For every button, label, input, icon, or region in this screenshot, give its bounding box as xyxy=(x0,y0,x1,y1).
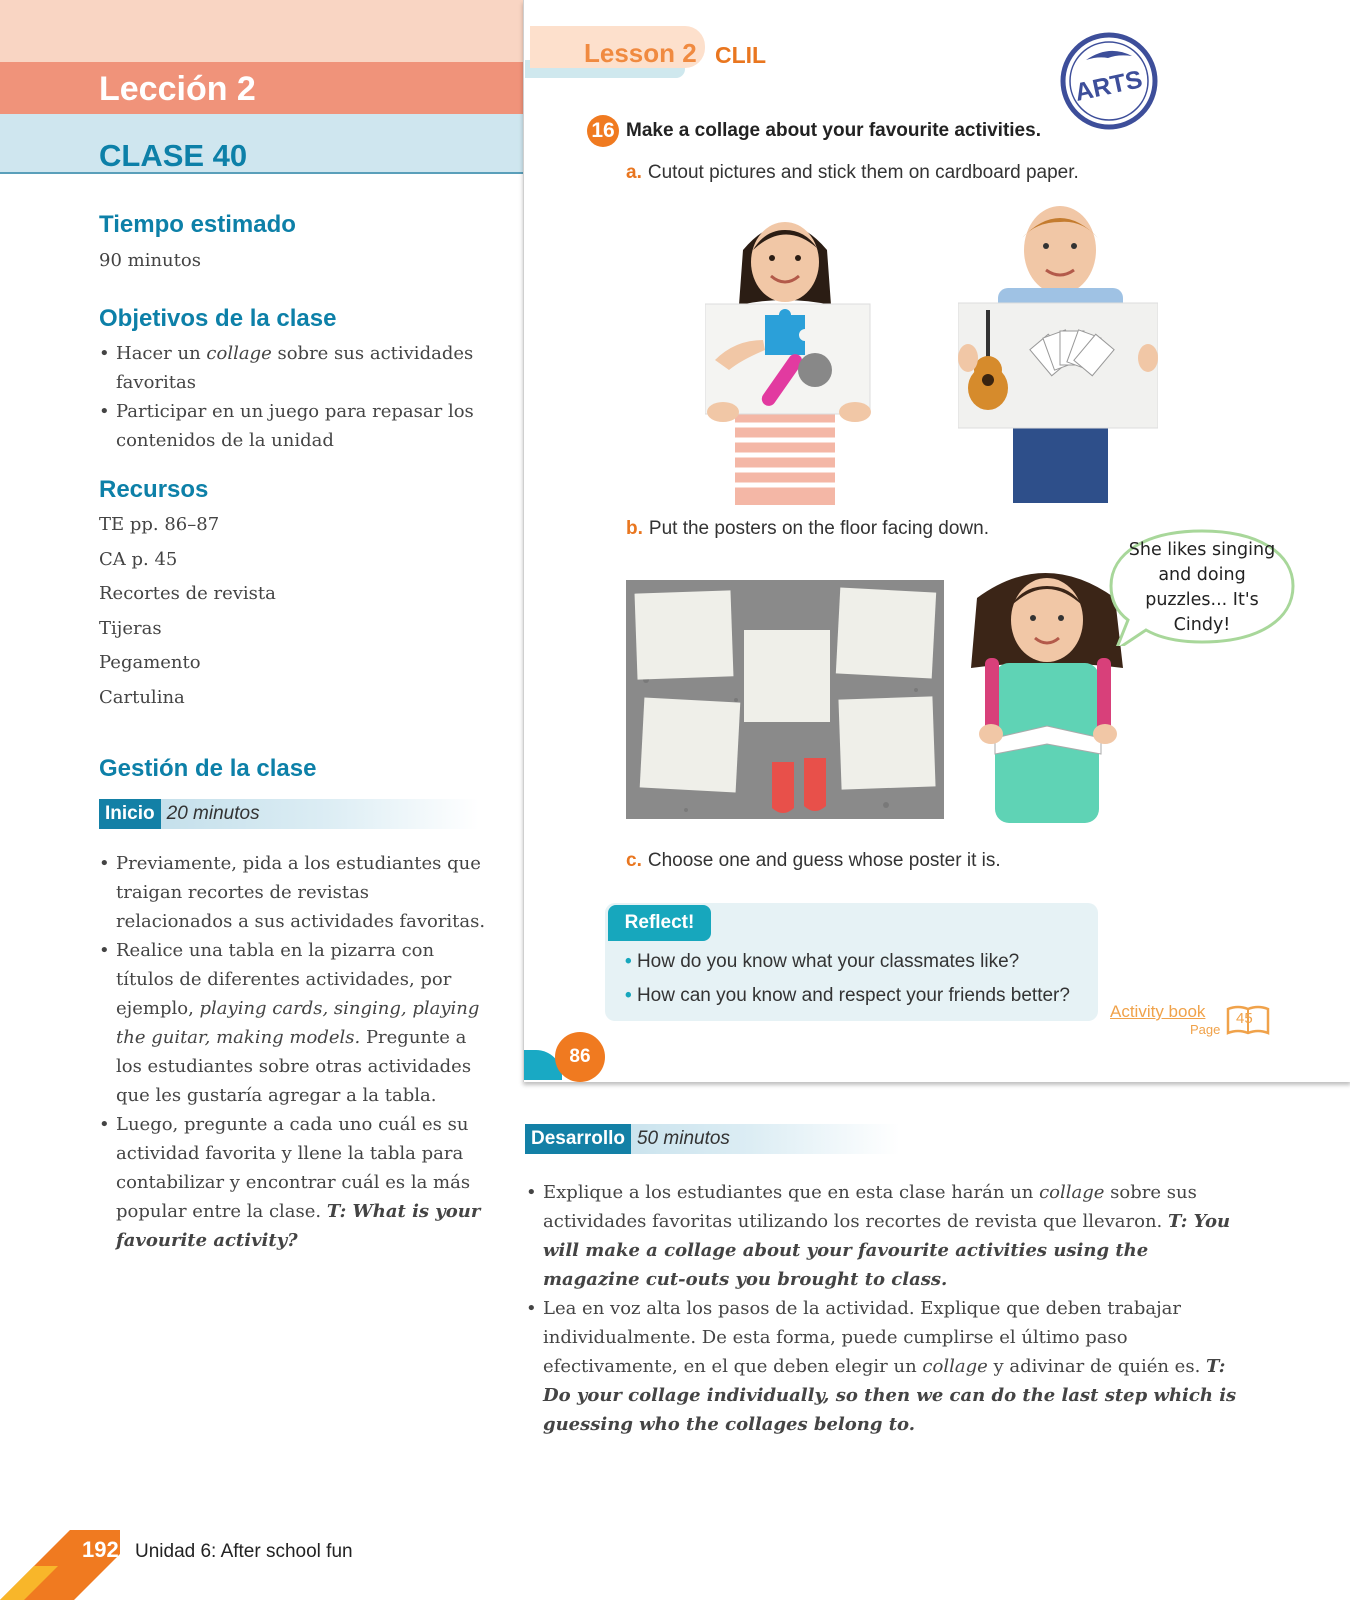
activity-book-link[interactable]: Activity book xyxy=(1110,1002,1206,1021)
boy-with-poster-photo xyxy=(958,198,1158,508)
header-band-clase xyxy=(0,114,523,174)
objetivos-heading: Objetivos de la clase xyxy=(99,305,337,332)
arts-stamp-icon xyxy=(1058,30,1160,132)
desarrollo-item: • Explique a los estudiantes que en esta clase harán un collage sobre sus actividades favoritas utilizando los recortes de revista que llevaron. T: You will make a collage about your favourite activities using the magazine cut-outs you brought to class. xyxy=(526,1178,1238,1294)
desarrollo-item: • Lea en voz alta los pasos de la actividad. Explique que deben trabajar individualmente. De esta forma, puede cumplirse el último paso efectivamente, en el que deben elegir un collage y adivinar de quién es. T: Do your collage individually, so then we can do the last step which is guessing who the collages belong to. xyxy=(526,1294,1238,1439)
objetivos-list xyxy=(99,339,479,455)
step-a: a. Cutout pictures and stick them on cardboard paper. xyxy=(626,162,1079,183)
class-title: CLASE 40 xyxy=(99,138,248,173)
objetivo-item: • Participar en un juego para repasar los contenidos de la unidad xyxy=(99,397,479,455)
step-c: c. Choose one and guess whose poster it is. xyxy=(626,850,1001,871)
speech-bubble-text: She likes singing and doing puzzles... It's Cindy! xyxy=(1128,540,1276,635)
step-b: b. Put the posters on the floor facing down. xyxy=(626,518,989,539)
recursos-heading: Recursos xyxy=(99,476,209,503)
inicio-item: • Previamente, pida a los estudiantes que traigan recortes de revistas relacionados a sus actividades favoritas. xyxy=(99,849,491,936)
header-band-top xyxy=(0,0,523,62)
girl-with-poster-photo xyxy=(705,200,900,505)
header-band-leccion xyxy=(0,62,523,114)
recurso-item: Pegamento xyxy=(99,652,201,674)
inicio-list xyxy=(99,849,491,1255)
tiempo-heading: Tiempo estimado xyxy=(99,211,296,238)
desarrollo-time: 50 minutos xyxy=(636,1128,730,1149)
inicio-item: • Realice una tabla en la pizarra con títulos de diferentes actividades, por ejemplo, playing cards, singing, playing the guitar, making models. Pregunte a los estudiantes sobre otras actividades que les gustaría agregar a la tabla. xyxy=(99,936,491,1110)
reflect-tag: Reflect! xyxy=(608,905,711,941)
objetivo-item: • Hacer un collage sobre sus actividades favoritas xyxy=(99,339,479,397)
recursos-list xyxy=(99,512,499,720)
inicio-tag: Inicio xyxy=(99,799,161,829)
section-objetivos xyxy=(99,305,479,455)
footer-page-number: 192 xyxy=(82,1537,119,1562)
gestion-heading: Gestión de la clase xyxy=(99,755,317,782)
sb-clil-label: CLIL xyxy=(715,42,767,68)
recurso-item: TE pp. 86–87 xyxy=(99,514,220,535)
activity-book-page-number: 45 xyxy=(1236,1010,1253,1027)
reflect-question: • How can you know and respect your friends better? xyxy=(625,985,1070,1007)
inicio-bar xyxy=(99,799,479,829)
sb-page-number: 86 xyxy=(555,1032,605,1082)
arts-stamp-text: ARTS xyxy=(1072,65,1145,107)
section-tiempo xyxy=(99,211,499,275)
posters-on-floor-photo xyxy=(626,580,944,819)
recurso-item: Recortes de revista xyxy=(99,583,276,605)
section-recursos xyxy=(99,476,499,720)
exercise-title: Make a collage about your favourite activities. xyxy=(626,120,1041,141)
desarrollo-bar xyxy=(525,1124,900,1154)
footer-unit-title: Unidad 6: After school fun xyxy=(135,1541,353,1562)
inicio-item: • Luego, pregunte a cada uno cuál es su actividad favorita y llene la tabla para contabilizar y encontrar cuál es la más popular entre la clase. T: What is your favourite activity? xyxy=(99,1110,491,1255)
inicio-time: 20 minutos xyxy=(166,803,260,824)
recurso-item: Cartulina xyxy=(99,686,185,708)
recurso-item: CA p. 45 xyxy=(99,548,178,570)
reflect-question: • How do you know what your classmates like? xyxy=(625,951,1019,973)
tiempo-value: 90 minutos xyxy=(99,250,201,271)
activity-book-page-word: Page xyxy=(1190,1022,1221,1037)
lesson-title: Lección 2 xyxy=(99,70,256,108)
desarrollo-list xyxy=(526,1178,1238,1439)
recurso-item: Tijeras xyxy=(99,617,162,639)
sb-lesson-label: Lesson 2 xyxy=(584,38,697,68)
desarrollo-tag: Desarrollo xyxy=(525,1124,631,1154)
exercise-number: 16 xyxy=(587,115,619,147)
